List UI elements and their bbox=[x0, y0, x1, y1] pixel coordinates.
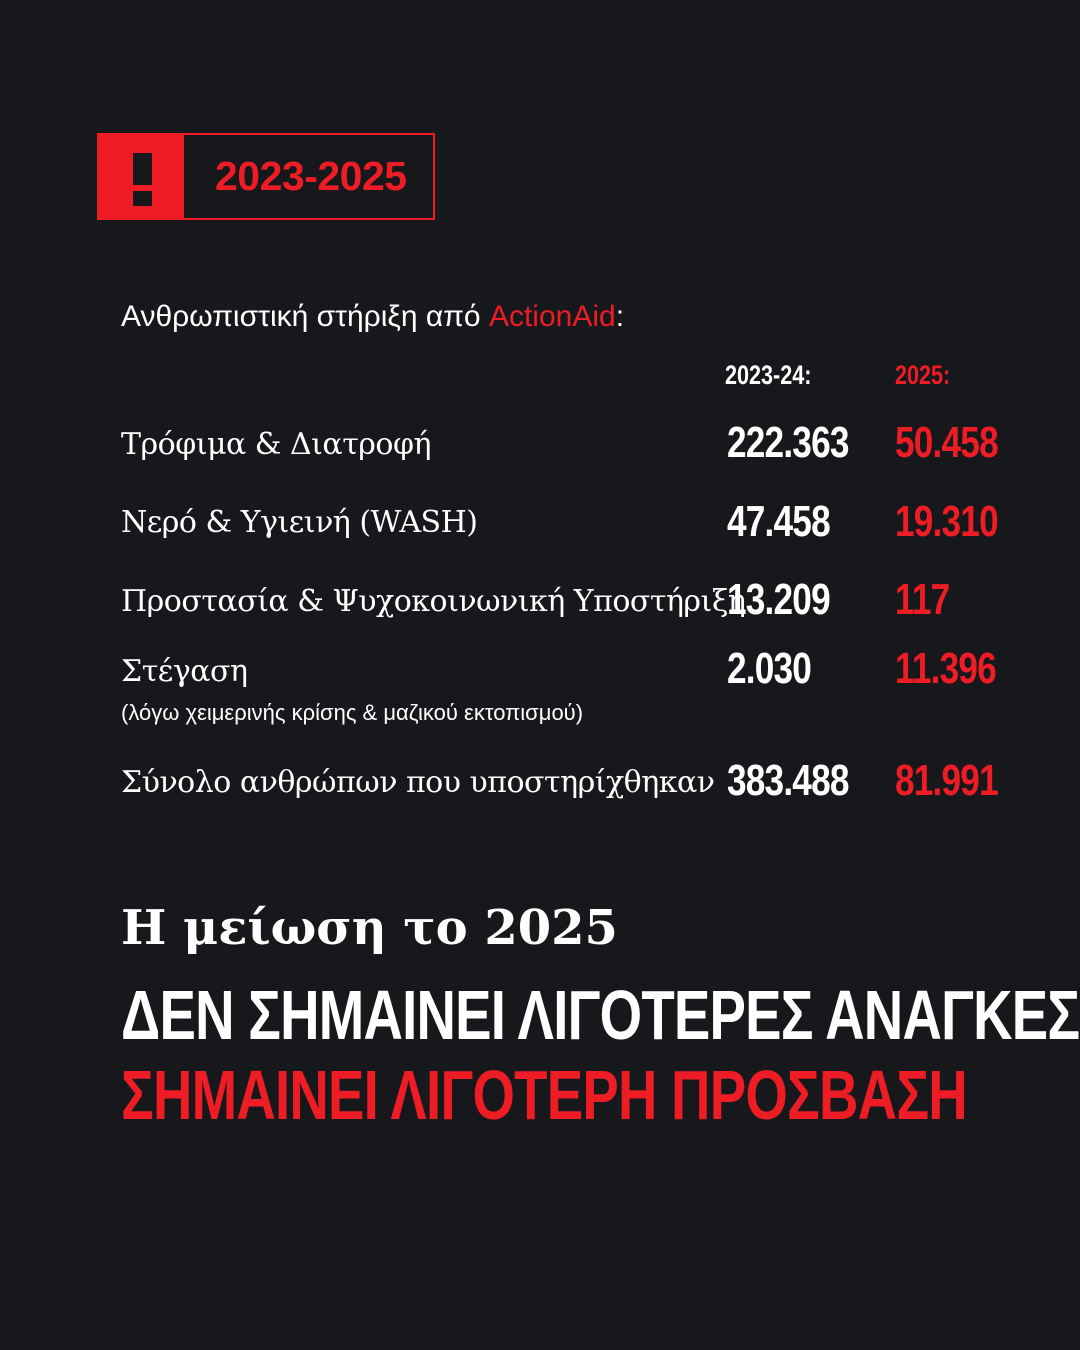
column-header-2023-24: 2023-24: bbox=[725, 360, 812, 390]
row-label: Προστασία & Ψυχοκοινωνική Υποστήριξη bbox=[121, 584, 746, 619]
row-label: Στέγαση bbox=[121, 654, 248, 689]
total-label: Σύνολο ανθρώπων που υποστηρίχθηκαν bbox=[121, 765, 715, 800]
row-value-2025: 19.310 bbox=[895, 497, 998, 546]
row-value-2025: 50.458 bbox=[895, 418, 998, 467]
row-value-2023-24: 222.363 bbox=[727, 418, 849, 467]
headline-line-3: ΣΗΜΑΙΝΕΙ ΛΙΓΟΤΕΡΗ ΠΡΟΣΒΑΣΗ bbox=[121, 1056, 967, 1134]
row-value-2025: 117 bbox=[895, 575, 950, 624]
total-value-2023-24: 383.488 bbox=[727, 756, 849, 805]
row-value-2023-24: 47.458 bbox=[727, 497, 830, 546]
row-sublabel: (λόγω χειμερινής κρίσης & μαζικού εκτοπισμού) bbox=[121, 700, 584, 725]
exclamation-icon bbox=[99, 135, 184, 218]
row-label: Τρόφιμα & Διατροφή bbox=[121, 427, 431, 462]
intro-colon: : bbox=[615, 300, 625, 333]
brand-name: ActionAid bbox=[488, 300, 616, 333]
column-header-2025: 2025: bbox=[895, 360, 951, 390]
row-value-2023-24: 2.030 bbox=[727, 644, 812, 693]
total-value-2025: 81.991 bbox=[895, 756, 998, 805]
intro-text: Ανθρωπιστική στήριξη από bbox=[121, 300, 489, 333]
headline-line-1: Η μείωση το 2025 bbox=[121, 900, 618, 956]
intro-heading bbox=[121, 300, 624, 334]
row-value-2023-24: 13.209 bbox=[727, 575, 830, 624]
row-label: Νερό & Υγιεινή (WASH) bbox=[121, 505, 478, 540]
period-badge bbox=[97, 133, 435, 220]
period-text: 2023-2025 bbox=[215, 153, 407, 199]
row-value-2025: 11.396 bbox=[895, 644, 996, 693]
headline-line-2: ΔΕΝ ΣΗΜΑΙΝΕΙ ΛΙΓΟΤΕΡΕΣ ΑΝΑΓΚΕΣ bbox=[121, 976, 1080, 1054]
